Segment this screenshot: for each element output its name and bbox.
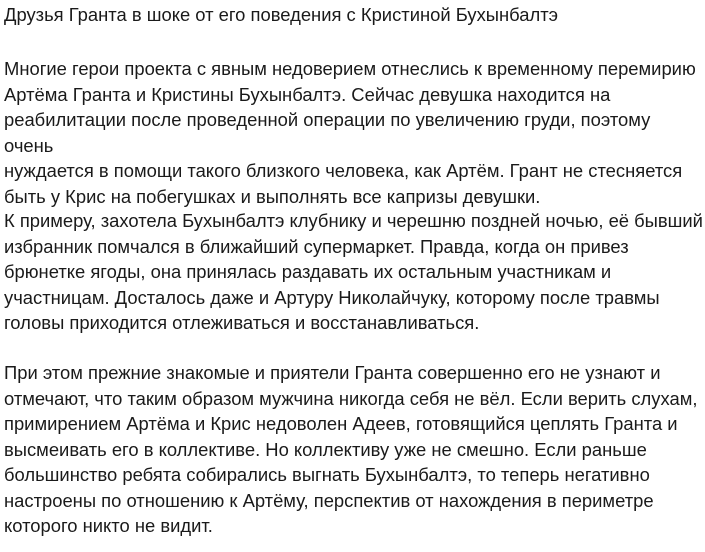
article-paragraph-1: Многие герои проекта с явным недоверием отнеслись к временному перемирию Артёма Гранта и Кристины Бухынбалтэ. Сейчас девушка находится на реабилитации после проведенной операции по увеличению груди, поэтому очень нуждается в помощи такого близкого человека, как Артём. Грант не стесняется быть у Крис на побегушках и выполнять все капризы девушки. bbox=[4, 58, 696, 207]
article-paragraph-2: К примеру, захотела Бухынбалтэ клубнику и черешню поздней ночью, её бывший избранник помчался в ближайший супермаркет. Правда, когда он привез брюнетке ягоды, она принялась раздавать их остальным участникам и участницам. Досталось даже и Артуру Николайчуку, которому после травмы головы приходится отлеживаться и восстанавливаться. bbox=[4, 210, 703, 333]
article-paragraph-3: При этом прежние знакомые и приятели Гранта совершенно его не узнают и отмечают, что таким образом мужчина никогда себя не вёл. Если верить слухам, примирением Артёма и Крис недоволен Адеев, готовящийся цеплять Гранта и высмеивать его в коллективе. Но коллективу уже не смешно. Если раньше большинство ребята собирались выгнать Бухынбалтэ, то теперь негативно настроены по отношению к Артёму, перспектив от нахождения в периметре которого никто не видит. bbox=[4, 362, 698, 536]
article bbox=[4, 0, 704, 536]
article-title: Друзья Гранта в шоке от его поведения с Кристиной Бухынбалтэ bbox=[4, 4, 559, 25]
